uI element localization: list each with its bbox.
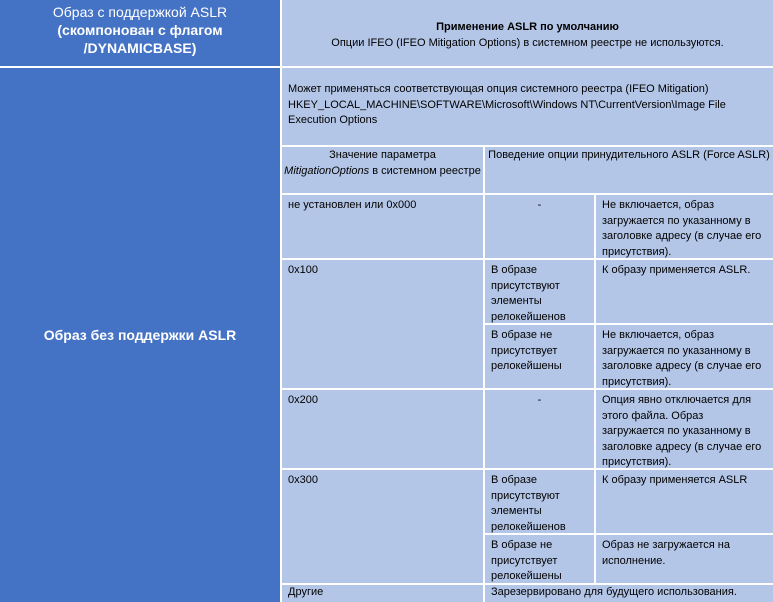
cond-text: В образе присутствуют элементы релокейшенов bbox=[491, 264, 566, 323]
value-text: Другие bbox=[288, 586, 324, 598]
row-behavior-default bbox=[596, 195, 773, 258]
row-value-0x300 bbox=[282, 470, 483, 583]
cond-text: - bbox=[537, 394, 542, 406]
row-cond-0x100-reloc bbox=[485, 260, 594, 323]
behavior-text: К образу применяется ASLR bbox=[602, 474, 748, 486]
info-cell bbox=[282, 68, 773, 145]
header-right-title: Применение ASLR по умолчанию bbox=[436, 21, 619, 33]
header-left-cell bbox=[0, 0, 280, 66]
row-value-0x100 bbox=[282, 260, 483, 388]
behavior-text: Опция явно отключается для этого файла. Образ загружается по указанному в заголовке адресу (в случае его присутствия). bbox=[602, 394, 762, 468]
cond-text: В образе не присутствует релокейшены bbox=[491, 329, 562, 372]
row-behavior-0x300-noreloc bbox=[596, 535, 773, 583]
header-right-desc: Опции IFEO (IFEO Mitigation Options) в системном реестре не используются. bbox=[331, 36, 724, 49]
header-left-line1: Образ с поддержкой ASLR bbox=[52, 4, 228, 20]
header-left-line2: (скомпонован с флагом /DYNAMICBASE) bbox=[57, 22, 223, 56]
row-cond-0x300-noreloc bbox=[485, 535, 594, 583]
col1-header-post: в системном реестре bbox=[372, 164, 481, 177]
behavior-text: К образу применяется ASLR. bbox=[602, 264, 751, 276]
row-value-default bbox=[282, 195, 483, 258]
col1-header bbox=[282, 147, 483, 193]
row-cond-0x300-reloc bbox=[485, 470, 594, 533]
col1-header-pre: Значение параметра bbox=[329, 149, 436, 161]
row-cond-0x100-noreloc bbox=[485, 325, 594, 388]
value-text: 0x300 bbox=[288, 474, 318, 486]
value-text: не установлен или 0x000 bbox=[288, 199, 417, 211]
col1-header-italic: MitigationOptions bbox=[284, 164, 370, 177]
row-behavior-0x300-reloc bbox=[596, 470, 773, 533]
row-behavior-other bbox=[485, 585, 773, 602]
behavior-text: Образ не загружается на исполнение. bbox=[602, 539, 730, 567]
value-text: 0x200 bbox=[288, 394, 318, 406]
col2-header bbox=[485, 147, 773, 193]
row-value-other bbox=[282, 585, 483, 602]
row-cond-default bbox=[485, 195, 594, 258]
header-right-cell bbox=[282, 0, 773, 66]
col2-header-text: Поведение опции принудительного ASLR (Force ASLR) bbox=[488, 149, 770, 161]
row-behavior-0x200 bbox=[596, 390, 773, 468]
row-value-0x200 bbox=[282, 390, 483, 468]
left-label-cell bbox=[0, 68, 280, 602]
cond-text: В образе присутствуют элементы релокейшенов bbox=[491, 474, 566, 533]
row-cond-0x200 bbox=[485, 390, 594, 468]
row-behavior-0x100-reloc bbox=[596, 260, 773, 323]
behavior-text: Не включается, образ загружается по указанному в заголовке адресу (в случае его присутствия). bbox=[602, 199, 762, 258]
left-label: Образ без поддержки ASLR bbox=[43, 327, 237, 343]
cond-text: В образе не присутствует релокейшены bbox=[491, 539, 562, 582]
info-text: Может применяться соответствующая опция системного реестра (IFEO Mitigation) HKEY_LOCAL_MACHINE\SOFTWARE\Microsoft\Windows NT\CurrentVersion\Image File Execution Options bbox=[288, 83, 726, 126]
value-text: 0x100 bbox=[288, 264, 318, 276]
behavior-text: Не включается, образ загружается по указанному в заголовке адресу (в случае его присутствия). bbox=[602, 329, 762, 388]
cond-text: - bbox=[537, 199, 542, 211]
row-behavior-0x100-noreloc bbox=[596, 325, 773, 388]
behavior-text: Зарезервировано для будущего использования. bbox=[491, 586, 737, 598]
